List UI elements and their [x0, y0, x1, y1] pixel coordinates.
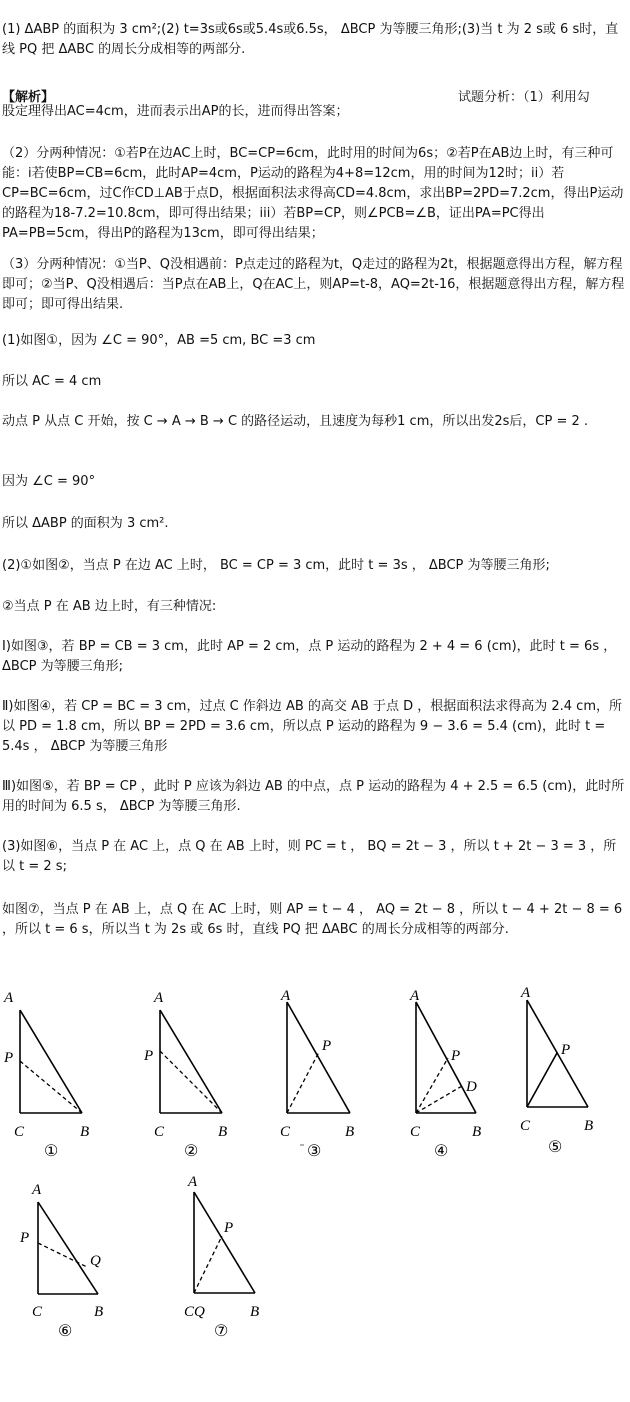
solution-step-2: 所以 AC = 4 cm — [2, 374, 102, 389]
answer-line: (1) ΔABP 的面积为 3 cm²;(2) t=3s或6s或5.4s或6.5s， ΔBCP 为等腰三角形;(3)当 t 为 2 s或 6 s时，直线 PQ 把 ΔABC 的周长分成相等的两部分. — [2, 22, 619, 57]
fig2-caption: ② — [184, 1143, 199, 1160]
fig6-label-a: A — [32, 1182, 42, 1198]
fig6-caption: ⑥ — [58, 1323, 73, 1340]
solution-step-11: (3)如图⑥，当点 P 在 AC 上，点 Q 在 AB 上时，则 PC = t ， BQ = 2t − 3 ，所以 t + 2t − 3 = 3 ，所以 t = 2 s; — [2, 839, 617, 874]
figure-1 — [20, 1010, 82, 1113]
solution-step-1: (1)如图①，因为 ∠C = 90°，AB =5 cm, BC =3 cm — [2, 333, 316, 348]
fig3-caption: ③ — [307, 1143, 322, 1160]
fig6-label-q: Q — [90, 1253, 101, 1269]
fig4-label-c: C — [410, 1124, 421, 1140]
fig4-label-d: D — [466, 1079, 477, 1095]
fig2-label-b: B — [218, 1124, 228, 1140]
figure-5 — [527, 1000, 588, 1107]
fig3-label-p: P — [322, 1038, 332, 1054]
fig1-label-a: A — [4, 990, 14, 1006]
fig3-label-b: B — [345, 1124, 355, 1140]
figure-3 — [287, 1002, 350, 1113]
solution-step-12: 如图⑦，当点 P 在 AB 上，点 Q 在 AC 上时，则 AP = t − 4 ， AQ = 2t − 8 ，所以 t − 4 + 2t − 8 = 6 ，所以 t = 6 s，所以当 t 为 2s 或 6s 时，直线 PQ 把 ΔABC 的周长分成相等的两部分. — [2, 902, 623, 937]
fig7-caption: ⑦ — [214, 1323, 229, 1340]
analysis-label: 【解析】 — [2, 90, 55, 105]
fig4-label-a: A — [410, 988, 420, 1004]
fig5-label-a: A — [521, 985, 531, 1001]
solution-step-7: ②当点 P 在 AB 边上时，有三种情况: — [2, 599, 217, 614]
figure-2 — [160, 1010, 222, 1113]
fig5-caption: ⑤ — [548, 1139, 563, 1156]
analysis-continuation: 股定理得出AC=4cm，进而表示出AP的长，进而得出答案； — [2, 104, 349, 119]
fig7-label-a: A — [188, 1174, 198, 1190]
fig7-label-cq: CQ — [184, 1304, 205, 1320]
fig6-label-c: C — [32, 1304, 43, 1320]
fig2-label-p: P — [144, 1048, 154, 1064]
fig5-label-b: B — [584, 1118, 594, 1134]
solution-step-9: Ⅱ)如图④，若 CP = BC = 3 cm，过点 C 作斜边 AB 的高交 AB 于点 D ，根据面积法求得高为 2.4 cm，所以 PD = 1.8 cm，所以 BP = 2PD = 3.6 cm，所以点 P 运动的路程为 9 − 3.6 = 5.4 (cm)，此时 t = 5.4s ， ΔBCP 为等腰三角形 — [2, 699, 622, 754]
solution-step-8: Ⅰ)如图③，若 BP = CB = 3 cm，此时 AP = 2 cm，点 P 运动的路程为 2 + 4 = 6 (cm)，此时 t = 6s ， ΔBCP 为等腰三角形; — [2, 639, 617, 674]
figure-4 — [416, 1002, 476, 1113]
fig6-label-p: P — [20, 1230, 30, 1246]
fig2-label-a: A — [154, 990, 164, 1006]
fig5-label-c: C — [520, 1118, 531, 1134]
solution-step-5: 所以 ΔABP 的面积为 3 cm². — [2, 516, 169, 531]
fig7-label-p: P — [224, 1220, 234, 1236]
fig1-label-b: B — [80, 1124, 90, 1140]
fig1-label-c: C — [14, 1124, 25, 1140]
fig4-label-p: P — [451, 1048, 461, 1064]
fig4-label-b: B — [472, 1124, 482, 1140]
analysis-part2: （2）分两种情况：①若P在边AC上时，BC=CP=6cm，此时用的时间为6s；②若P在AB边上时，有三种可能：i若使BP=CB=6cm，此时AP=4cm，P运动的路程为4+8=12cm，用的时间为12时；ii）若CP=BC=6cm，过C作CD⊥AB于点D，根据面积法求得高CD=4.8cm，求出BP=2PD=7.2cm，得出P运动的路程为18-7.2=10.8cm，即可得出结果；iii）若BP=CP，则∠PCB=∠B，证出PA=PC得出PA=PB=5cm，得出P的路程为13cm，即可得出结果； — [2, 146, 624, 241]
fig3-label-a: A — [281, 988, 291, 1004]
fig2-label-c: C — [154, 1124, 165, 1140]
figure-6 — [38, 1202, 98, 1294]
analysis-intro: 试题分析：（1）利用勾 — [458, 90, 590, 105]
solution-step-10: Ⅲ)如图⑤，若 BP = CP ，此时 P 应该为斜边 AB 的中点，点 P 运动的路程为 4 + 2.5 = 6.5 (cm)，此时所用的时间为 6.5 s， ΔBCP 为等腰三角形. — [2, 779, 625, 814]
fig7-label-b: B — [250, 1304, 260, 1320]
fig5-label-p: P — [561, 1042, 571, 1058]
geometry-figures — [0, 980, 630, 1402]
solution-step-3: 动点 P 从点 C 开始，按 C → A → B → C 的路径运动，且速度为每秒1 cm，所以出发2s后，CP = 2 . — [2, 414, 589, 429]
solution-step-4: 因为 ∠C = 90° — [2, 474, 96, 489]
solution-step-6: (2)①如图②，当点 P 在边 AC 上时， BC = CP = 3 cm，此时 t = 3s ， ΔBCP 为等腰三角形; — [2, 558, 550, 573]
fig3-label-c: C — [280, 1124, 291, 1140]
fig4-caption: ④ — [434, 1143, 449, 1160]
fig6-label-b: B — [94, 1304, 104, 1320]
figure-7 — [194, 1192, 255, 1293]
analysis-part3: （3）分两种情况：①当P、Q没相遇前：P点走过的路程为t，Q走过的路程为2t，根据题意得出方程，解方程即可；②当P、Q没相遇后：当P点在AB上，Q在AC上，则AP=t-8，AQ=2t-16，根据题意得出方程，解方程即可；即可得出结果. — [2, 257, 625, 312]
fig1-caption: ① — [44, 1143, 59, 1160]
fig1-label-p: P — [4, 1050, 14, 1066]
